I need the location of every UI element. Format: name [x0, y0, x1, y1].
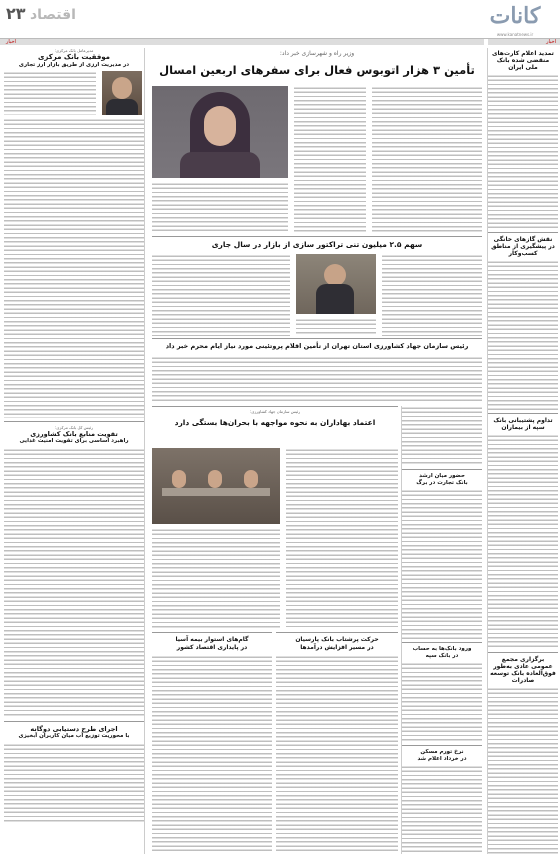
sidebar-item-body	[488, 434, 558, 649]
left-story3-subtitle: با محوریت توزیع آب میان کاربران آبخیزی	[18, 733, 130, 739]
sidebar-item-body	[488, 687, 558, 854]
second-story-body-col3	[152, 254, 290, 336]
sidebar-item-title: تداوم پشتیبانی بانک سپه از بیماران	[493, 417, 553, 431]
middle-story-title: حضور میان ارشد	[419, 473, 465, 479]
governor-photo	[102, 71, 142, 115]
news-sidebar	[487, 48, 558, 854]
fourth-story-title: اعتماد بهاداران به نحوه مواجهه با بحران‌ها بستگی دارد	[174, 418, 376, 427]
left-story2-kicker: رئیس کل بانک مرکزی:	[54, 425, 94, 430]
top-rule-bar	[0, 39, 484, 45]
second-story-body	[382, 254, 482, 336]
left-story2-subtitle: راهبرد اساسی برای تقویت امنیت غذایی	[19, 438, 129, 444]
main-story-header	[152, 48, 482, 84]
main-story-kicker: وزیر راه و شهرسازی خبر داد:	[279, 50, 355, 57]
second-story-header	[152, 236, 482, 251]
left-news-column	[4, 48, 145, 854]
meeting-photo	[296, 254, 376, 314]
sidebar-item-title: تمدید اعلام کارت‌های منقضی شده بانک ملی ایران	[492, 50, 554, 71]
second-story-body-under-photo	[296, 318, 376, 336]
bottom-story-title: حرکت پرشتاب بانک پارسیان	[295, 636, 379, 643]
left-story2-title: تقویت منابع بانک کشاورزی	[30, 430, 118, 438]
fourth-story-body-col1	[286, 448, 398, 628]
left-story3-title: اجرای طرح دستیابی دوگانه	[30, 725, 118, 733]
bottom-story-0	[152, 632, 272, 855]
publication-logo: کانات	[489, 3, 541, 29]
left-story-title: موفقیت بانک مرکزی	[37, 53, 111, 61]
middle-story-subtitle: بانک تجارت در برگ	[416, 480, 468, 486]
left-story-kicker: مدیرعامل بانک مرکزی:	[54, 48, 94, 53]
main-story-body-col2	[294, 86, 366, 232]
section-title: اقتصاد	[30, 7, 76, 23]
main-story-title: تأمین ۳ هزار اتوبوس فعال برای سفرهای اربعین امسال	[159, 63, 475, 77]
middle-story-subtitle: در خرداد اعلام شد	[417, 756, 467, 762]
third-story-title: رئیس سازمان جهاد کشاورزی استان تهران از تأمین اقلام پروتئینی مورد نیاز ایام محرم خبر داد	[165, 342, 469, 350]
third-story-body	[152, 356, 482, 402]
fourth-story-header	[152, 406, 398, 447]
sidebar-item-title: نقش گازهای خانگی در پیشگیری از مناطق کسب‌وکار	[491, 236, 555, 257]
fourth-story-body-col2	[152, 528, 280, 628]
middle-story-subtitle: در بانک سپه	[425, 653, 459, 659]
main-story-body-col1	[372, 86, 482, 232]
bottom-story-subtitle: در مسیر افزایش درآمدها	[300, 644, 374, 651]
conference-photo	[152, 448, 280, 524]
main-story-body-col3	[152, 182, 288, 232]
sidebar-item-title: برگزاری مجمع عمومی عادی به‌طور فوق‌العاده بانک توسعه صادرات	[490, 656, 556, 684]
third-story-header	[152, 338, 482, 353]
minister-photo	[152, 86, 288, 178]
section-sub-label: اخبار	[6, 39, 16, 45]
middle-story-title: ورود بانک‌ها به حساب	[412, 646, 472, 652]
bottom-story-title: گام‌های استوار بیمه آسیا	[175, 636, 249, 643]
middle-story-title: نرخ تورم مسکن	[420, 749, 464, 755]
sidebar-item-body	[488, 74, 558, 229]
middle-right-column	[401, 406, 482, 854]
left-story-subtitle: در مدیریت ارزی از طریق بازار ارز تجاری	[18, 62, 130, 68]
bottom-story-subtitle: در پایداری اقتصاد کشور	[176, 644, 248, 651]
bottom-story-1	[276, 632, 398, 855]
fourth-story-kicker: رئیس سازمان جهاد کشاورزی:	[249, 409, 301, 414]
sidebar-item-body	[488, 260, 558, 410]
masthead	[0, 0, 560, 39]
sidebar-label: اخبار	[546, 39, 556, 45]
second-story-title: سهم ۲.۵ میلیون تنی تراکتور سازی از بازار در سال جاری	[211, 240, 423, 249]
publication-url: www.kanatnews.ir	[496, 32, 534, 37]
page-number: ۲۳	[6, 4, 26, 23]
